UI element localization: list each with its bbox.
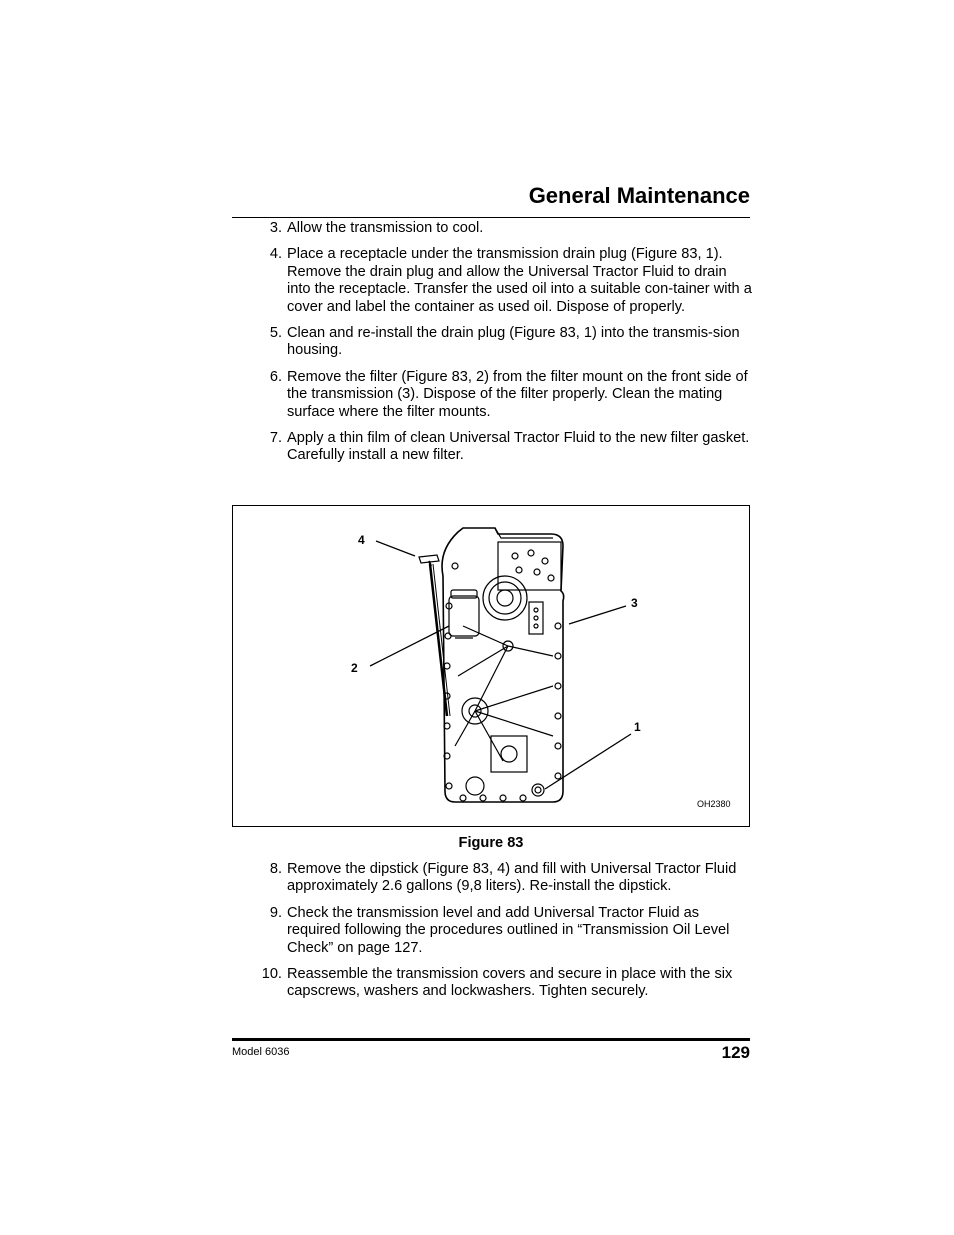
- step-number: 4.: [269, 246, 282, 263]
- step-text: Clean and re-install the drain plug (Figure 83, 1) into the transmis-sion housing.: [287, 325, 740, 359]
- step-number: 3.: [269, 220, 282, 236]
- step-text: Place a receptacle under the transmission drain plug (Figure 83, 1). Remove the drain plug and allow the Universal Tractor Fluid to drain into the receptacle. Transfer the used oil into a suitable con-tainer with a cover and label the container as used oil. Dispose of properly.: [287, 246, 752, 315]
- step-text: Reassemble the transmission covers and secure in place with the six capscrews, washers and lockwashers. Tighten securely.: [287, 966, 733, 1000]
- page-title: General Maintenance: [528, 183, 750, 208]
- step-text: Check the transmission level and add Universal Tractor Fluid as required following the procedures outlined in “Transmission Oil Level Check” on page 127.: [287, 904, 730, 956]
- figure-83-box: [232, 505, 750, 827]
- step-number: 8.: [269, 861, 282, 877]
- step-text: Allow the transmission to cool.: [287, 220, 484, 236]
- list-item: [258, 325, 752, 360]
- footer-rule: [232, 1038, 750, 1041]
- list-item: [258, 966, 752, 1001]
- steps-list-after-figure: [258, 861, 752, 1010]
- callout-4: 4: [358, 533, 365, 547]
- step-text: Apply a thin film of clean Universal Tractor Fluid to the new filter gasket. Carefully install a new filter.: [287, 430, 750, 464]
- footer-model: Model 6036: [232, 1046, 290, 1058]
- step-number: 10.: [261, 966, 282, 983]
- list-item: [258, 369, 752, 421]
- step-number: 7.: [269, 430, 282, 447]
- header-rule: [232, 217, 750, 218]
- step-text: Remove the filter (Figure 83, 2) from the filter mount on the front side of the transmission (3). Dispose of the filter properly. Clean the mating surface where the filter mounts.: [287, 368, 748, 420]
- list-item: [258, 430, 752, 465]
- list-item: [258, 861, 752, 896]
- step-number: 6.: [269, 368, 282, 385]
- list-item: [258, 905, 752, 957]
- transmission-illustration: [233, 506, 749, 826]
- callout-1: 1: [634, 720, 641, 734]
- step-number: 5.: [269, 325, 282, 342]
- steps-list-before-figure: [258, 220, 752, 474]
- step-text: Remove the dipstick (Figure 83, 4) and fill with Universal Tractor Fluid approximately 2.6 gallons (9,8 liters). Re-install the dipstick.: [287, 861, 737, 895]
- page-number: 129: [721, 1043, 750, 1062]
- step-number: 9.: [269, 904, 282, 921]
- callout-2: 2: [351, 661, 358, 675]
- figure-code: OH2380: [697, 799, 731, 809]
- figure-caption: Figure 83: [458, 835, 524, 851]
- list-item: [258, 220, 752, 237]
- list-item: [258, 246, 752, 316]
- callout-3: 3: [631, 596, 638, 610]
